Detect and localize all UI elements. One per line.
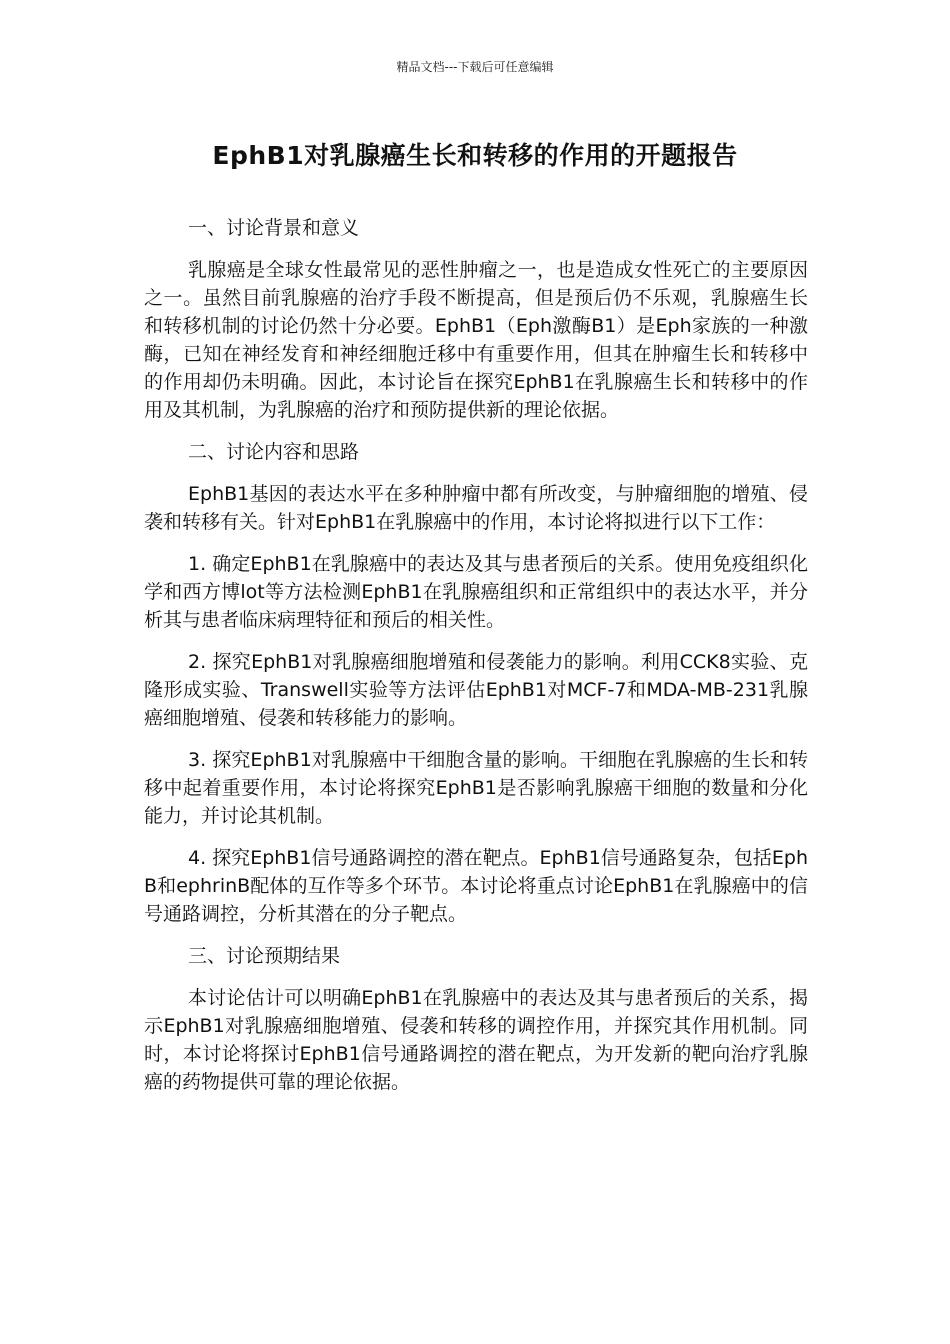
page-header: 精品文档---下载后可任意编辑 <box>396 60 554 74</box>
list-item-2: 2. 探究EphB1对乳腺癌细胞增殖和侵袭能力的影响。利用CCK8实验、克隆形成实验、Transwell实验等方法评估EphB1对MCF-7和MDA-MB-231乳腺癌细胞增殖、侵袭和转移能力的影响。 <box>144 651 808 729</box>
document-body <box>144 214 808 1110</box>
list-item-4: 4. 探究EphB1信号通路调控的潜在靶点。EphB1信号通路复杂，包括EphB和ephrinB配体的互作等多个环节。本讨论将重点讨论EphB1在乳腺癌中的信号通路调控，分析其潜在的分子靶点。 <box>144 847 808 925</box>
section-heading-background: 一、讨论背景和意义 <box>188 217 360 239</box>
paragraph-results: 本讨论估计可以明确EphB1在乳腺癌中的表达及其与患者预后的关系，揭示EphB1对乳腺癌细胞增殖、侵袭和转移的调控作用，并探究其作用机制。同时，本讨论将探讨EphB1信号通路调控的潜在靶点，为开发新的靶向治疗乳腺癌的药物提供可靠的理论依据。 <box>144 987 808 1093</box>
document-title: EphB1对乳腺癌生长和转移的作用的开题报告 <box>212 141 738 170</box>
list-item-3: 3. 探究EphB1对乳腺癌中干细胞含量的影响。干细胞在乳腺癌的生长和转移中起着重要作用，本讨论将探究EphB1是否影响乳腺癌干细胞的数量和分化能力，并讨论其机制。 <box>144 749 808 827</box>
list-item-1: 1. 确定EphB1在乳腺癌中的表达及其与患者预后的关系。使用免疫组织化学和西方博lot等方法检测EphB1在乳腺癌组织和正常组织中的表达水平，并分析其与患者临床病理特征和预后的相关性。 <box>144 553 808 631</box>
paragraph-content-intro: EphB1基因的表达水平在多种肿瘤中都有所改变，与肿瘤细胞的增殖、侵袭和转移有关。针对EphB1在乳腺癌中的作用，本讨论将拟进行以下工作： <box>144 483 808 533</box>
paragraph-background: 乳腺癌是全球女性最常见的恶性肿瘤之一，也是造成女性死亡的主要原因之一。虽然目前乳腺癌的治疗手段不断提高，但是预后仍不乐观，乳腺癌生长和转移机制的讨论仍然十分必要。EphB1（Eph激酶B1）是Eph家族的一种激酶，已知在神经发育和神经细胞迁移中有重要作用，但其在肿瘤生长和转移中的作用却仍未明确。因此，本讨论旨在探究EphB1在乳腺癌生长和转移中的作用及其机制，为乳腺癌的治疗和预防提供新的理论依据。 <box>144 259 808 421</box>
section-heading-results: 三、讨论预期结果 <box>188 945 341 967</box>
section-heading-content: 二、讨论内容和思路 <box>188 441 360 463</box>
